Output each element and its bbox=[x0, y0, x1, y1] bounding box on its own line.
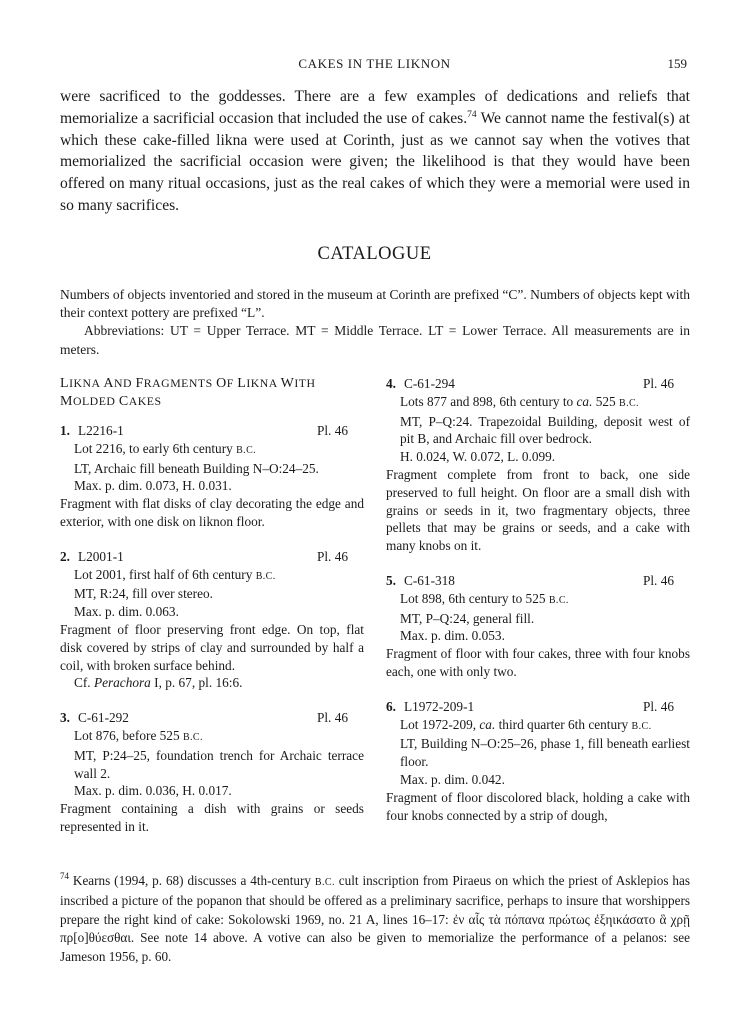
catalogue-entry bbox=[386, 572, 690, 681]
entry-id: C-61-318 bbox=[403, 572, 455, 588]
reference-title: Perachora bbox=[93, 675, 151, 691]
entry-header bbox=[60, 709, 364, 727]
entry-dims: Max. p. dim. 0.042. bbox=[400, 771, 505, 787]
section-title-rest: OLDED bbox=[72, 393, 119, 408]
entry-id: L1972-209-1 bbox=[403, 698, 475, 714]
entry-number: 1. bbox=[60, 423, 70, 438]
era-label: B.C. bbox=[619, 397, 639, 409]
circa-label: ca. bbox=[576, 393, 593, 409]
era-label: B.C. bbox=[182, 731, 203, 743]
catalogue-column-left bbox=[60, 375, 364, 853]
catalogue-heading: CATALOGUE bbox=[317, 244, 432, 264]
section-title-initial: C bbox=[118, 393, 129, 409]
catalogue-column-right bbox=[386, 375, 690, 841]
footnote-marker: 74 bbox=[60, 871, 69, 881]
entry-number: 3. bbox=[60, 710, 70, 726]
section-title-initial: F bbox=[135, 376, 144, 391]
entry-dims: Max. p. dim. 0.036, H. 0.017. bbox=[74, 783, 232, 799]
era-label: B.C. bbox=[314, 877, 335, 888]
entry-header bbox=[386, 572, 690, 590]
entry-reference: Cf. Perachora I, p. 67, pl. 16:6. bbox=[74, 675, 243, 691]
plate-ref: Pl. 46 bbox=[316, 423, 348, 438]
plate-ref: Pl. 46 bbox=[642, 376, 674, 391]
entry-description: Fragment of floor with four cakes, three with four knobs each, one with only two. bbox=[386, 646, 690, 679]
entry-description: Fragment of floor discolored black, holding a cake with four knobs connected by a strip of dough, bbox=[386, 789, 690, 823]
entry-dims: Max. p. dim. 0.053. bbox=[400, 628, 505, 644]
catalogue-entry bbox=[60, 709, 364, 836]
entry-id: C-61-292 bbox=[77, 710, 129, 726]
entry-context: MT, P–Q:24. Trapezoidal Building, deposit west of pit B, and Archaic fill over bedrock. bbox=[400, 413, 690, 447]
entry-context: MT, P–Q:24, general fill. bbox=[400, 610, 535, 626]
entry-lot: Lot 2216, to early 6th century B.C. bbox=[74, 440, 257, 456]
catalogue-entry bbox=[386, 375, 690, 555]
running-title: CAKES IN THE LIKNON bbox=[298, 56, 451, 71]
entry-number: 4. bbox=[386, 376, 396, 391]
entry-number: 6. bbox=[386, 698, 396, 714]
intro-text-a: were sacrificed to the goddesses. There are a few examples of dedications and reliefs that memorialize a sacrificial occasion that included the use of cakes. bbox=[60, 88, 690, 127]
section-title-rest: F bbox=[226, 376, 238, 390]
section-title-initial: A bbox=[103, 376, 114, 391]
entry-context: MT, P:24–25, foundation trench for Archaic terrace wall 2. bbox=[74, 747, 364, 781]
intro-paragraph bbox=[60, 86, 690, 217]
era-label: B.C. bbox=[631, 720, 652, 732]
footnote-ref[interactable]: 74 bbox=[467, 109, 477, 120]
entry-header bbox=[386, 375, 690, 393]
plate-ref: Pl. 46 bbox=[316, 710, 348, 726]
entry-number: 5. bbox=[386, 572, 396, 588]
catalogue-notes bbox=[60, 286, 690, 359]
section-title-initial: L bbox=[237, 376, 247, 391]
entry-description: Fragment with flat disks of clay decorating the edge and exterior, with one disk on liknon floor. bbox=[60, 496, 364, 529]
section-title-rest: ND bbox=[113, 376, 136, 390]
section-title-rest: ITH bbox=[294, 376, 316, 390]
page-number: 159 bbox=[667, 56, 687, 71]
entry-dims: Max. p. dim. 0.063. bbox=[74, 604, 179, 620]
section-title-initial: O bbox=[216, 376, 227, 391]
prefix-note: Numbers of objects inventoried and stored in the museum at Corinth are prefixed “C”. Numbers of objects kept with their context pottery are prefixed “L”. bbox=[60, 287, 690, 321]
section-title-rest: IKNA bbox=[69, 376, 104, 390]
section-title-initial: L bbox=[60, 376, 70, 391]
abbreviations-note: Abbreviations: UT = Upper Terrace. MT = Middle Terrace. LT = Lower Terrace. All measurements are in meters. bbox=[60, 323, 690, 357]
entry-context: LT, Archaic fill beneath Building N–O:24–25. bbox=[74, 460, 319, 476]
entry-id: L2216-1 bbox=[77, 423, 124, 438]
running-head bbox=[0, 56, 749, 76]
entry-dims: H. 0.024, W. 0.072, L. 0.099. bbox=[400, 449, 556, 465]
era-label: B.C. bbox=[236, 444, 257, 456]
catalogue-entry bbox=[60, 548, 364, 692]
entry-id: L2001-1 bbox=[77, 548, 124, 564]
entry-context: MT, R:24, fill over stereo. bbox=[74, 586, 213, 602]
section-title-rest: RAGMENTS bbox=[143, 376, 217, 390]
section-title-rest: AKES bbox=[128, 393, 162, 408]
entry-lot: Lot 876, before 525 B.C. bbox=[74, 727, 203, 743]
catalogue-entry bbox=[60, 422, 364, 531]
catalogue-entry bbox=[386, 698, 690, 825]
entry-description: Fragment of floor preserving front edge. On top, flat disk covered by strips of clay and surrounded by half a coil, with broken surface behind. bbox=[60, 621, 364, 673]
entry-header bbox=[60, 548, 364, 566]
section-title-initial: W bbox=[280, 376, 295, 391]
footnote: $^{74}$ Kearns (1994, p. 68) discusses a 4th-century B.C. cult inscription from Piraeus on which the priest of Asklepios has inscribed a picture of the popanon that should be offered as a preliminary sacrifice, perhaps to insure that worshippers prepare the right kind of cake: Sokolowski 1969, no. 21 A, lines 16–17: ἐν αἷς τὰ πόπανα πρώτως ἐξηικάσατο ἃ χρῇ πρ[ο]θύεσθαι. See note 14 above. A votive can also be given to memorialize the performance of a pelanos: see Jameson 1956, p. 60. bbox=[60, 871, 690, 964]
section-title bbox=[60, 375, 364, 410]
entry-dims: Max. p. dim. 0.073, H. 0.031. bbox=[74, 478, 232, 494]
era-label: B.C. bbox=[548, 594, 569, 606]
entry-lot: Lot 2001, first half of 6th century B.C. bbox=[74, 566, 276, 582]
entry-description: Fragment complete from front to back, one side preserved to full height. On floor are a small dish with grains or seeds in it, two fragmentary objects, three pellets that may be grains or seeds, and a cake with many knobs on it. bbox=[386, 466, 690, 554]
entry-description: Fragment containing a dish with grains or seeds represented in it. bbox=[60, 801, 364, 834]
plate-ref: Pl. 46 bbox=[642, 698, 674, 714]
plate-ref: Pl. 46 bbox=[642, 572, 674, 588]
intro-text-b: We cannot name the festival(s) at which these cake-filled likna were used at Corinth, just as we cannot say when the votives that memorialized the sacrificial occasion were given; the likelihood is that they would have been offered on many ritual occasions, just as the real cakes of which they were a memorial were used in so many sacrifices. bbox=[60, 109, 690, 214]
entry-context: LT, Building N–O:25–26, phase 1, fill beneath earliest floor. bbox=[400, 736, 690, 770]
section-title-initial: M bbox=[60, 393, 73, 409]
entry-number: 2. bbox=[60, 548, 70, 564]
entry-lot: Lot 898, 6th century to 525 B.C. bbox=[400, 590, 569, 606]
plate-ref: Pl. 46 bbox=[316, 548, 348, 564]
entry-lot: Lots 877 and 898, 6th century to ca. 525 B.C. bbox=[400, 393, 639, 409]
entry-header bbox=[60, 422, 364, 440]
circa-label: ca. bbox=[479, 716, 496, 732]
entry-lot: Lot 1972-209, ca. third quarter 6th century B.C. bbox=[400, 716, 652, 732]
entry-id: C-61-294 bbox=[403, 376, 455, 391]
era-label: B.C. bbox=[255, 570, 276, 582]
section-title-rest: IKNA bbox=[246, 376, 281, 390]
entry-header bbox=[386, 698, 690, 716]
